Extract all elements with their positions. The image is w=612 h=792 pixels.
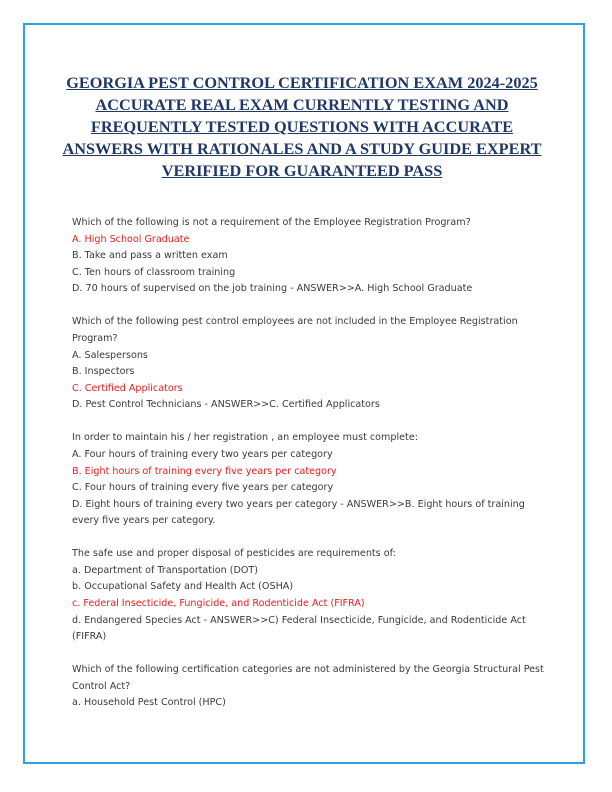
answer-option: C. Four hours of training every five years per category — [72, 482, 334, 494]
answer-option-with-key: D. 70 hours of supervised on the job training - ANSWER>>A. High School Graduate — [72, 283, 473, 295]
answer-option: B. Take and pass a written exam — [72, 250, 228, 262]
answer-option-correct: A. High School Graduate — [72, 233, 190, 245]
answer-option: A. Four hours of training every two years per category — [72, 448, 333, 460]
answer-option: a. Department of Transportation (DOT) — [72, 564, 258, 576]
answer-option-correct: C. Certified Applicators — [72, 382, 183, 394]
question-block — [72, 215, 550, 298]
question-block — [72, 546, 550, 646]
question-text: Which of the following pest control employees are not included in the Employee Registration Program? — [72, 316, 518, 344]
answer-option-with-key: D. Eight hours of training every two years per category - ANSWER>>B. Eight hours of training every five years per category. — [72, 498, 525, 527]
question-text: Which of the following certification categories are not administered by the Georgia Structural Pest Control Act? — [72, 664, 544, 692]
answer-option: C. Ten hours of classroom training — [72, 266, 236, 278]
question-text: In order to maintain his / her registration , an employee must complete: — [72, 432, 418, 444]
answer-option-with-key: D. Pest Control Technicians - ANSWER>>C. Certified Applicators — [72, 399, 380, 411]
answer-option-with-key: d. Endangered Species Act - ANSWER>>C) Federal Insecticide, Fungicide, and Rodenticide Act (FIFRA) — [72, 614, 526, 643]
answer-option: B. Inspectors — [72, 366, 135, 378]
question-block — [72, 430, 550, 530]
answer-option: a. Household Pest Control (HPC) — [72, 697, 226, 709]
question-text: Which of the following is not a requirement of the Employee Registration Program? — [72, 217, 471, 228]
answer-option-correct: B. Eight hours of training every five years per category — [72, 465, 337, 477]
answer-option: b. Occupational Safety and Health Act (OSHA) — [72, 581, 294, 593]
question-text: The safe use and proper disposal of pesticides are requirements of: — [72, 548, 396, 560]
question-block — [72, 662, 550, 712]
answer-option: A. Salespersons — [72, 349, 148, 361]
document-title: GEORGIA PEST CONTROL CERTIFICATION EXAM 2024-2025 ACCURATE REAL EXAM CURRENTLY TESTING AND FREQUENTLY TESTED QUESTIONS WITH ACCURATE ANSWERS WITH RATIONALES AND A STUDY GUIDE EXPERT VERIFIED FOR GUARANTEED PASS — [62, 73, 542, 180]
answer-option-correct: c. Federal Insecticide, Fungicide, and Rodenticide Act (FIFRA) — [72, 598, 365, 610]
question-block — [72, 314, 550, 414]
document-body — [72, 215, 550, 728]
